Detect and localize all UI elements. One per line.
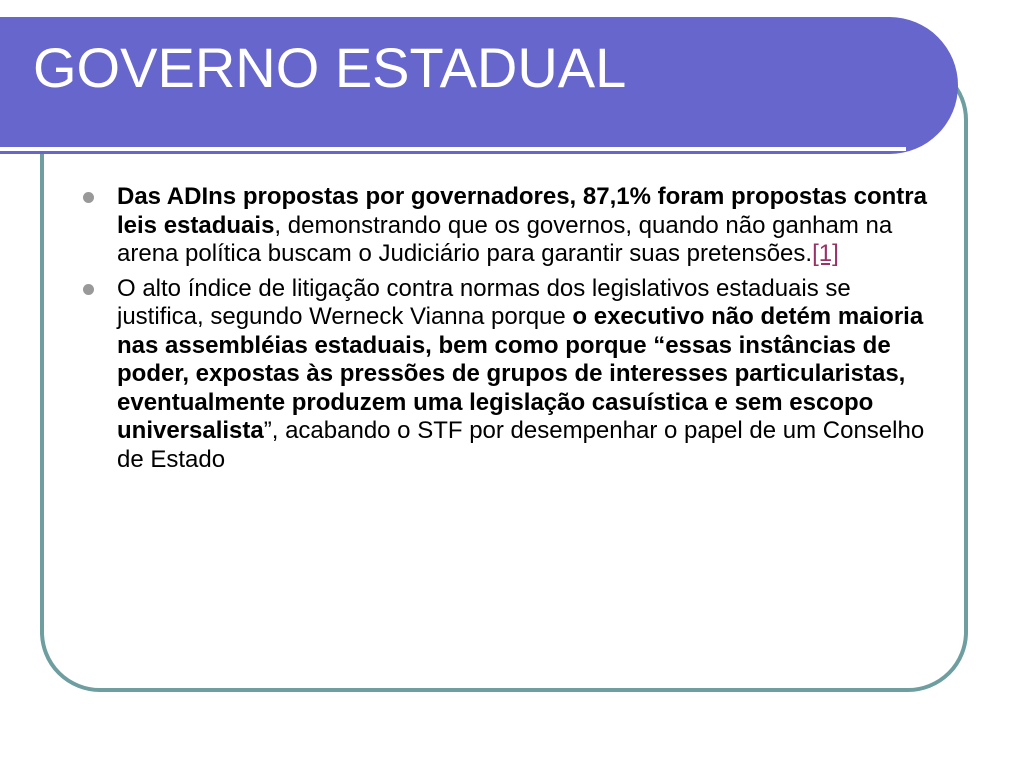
bullet-item-1: [117, 183, 929, 269]
bullet-list: [117, 183, 929, 480]
bullet-2-bold-text: o executivo não detém maioria nas assembléias estaduais, bem como porque “essas instâncias de poder, expostas às pressões de grupos de interesses particularistas, eventualmente produzem uma legislação casuística e sem escopo universalista: [117, 303, 924, 444]
footnote-link[interactable]: [1]: [812, 240, 839, 267]
bullet-item-2: [117, 275, 929, 475]
bullet-2-text-before: O alto índice de litigação contra normas dos legislativos estaduais se justifica, segundo Werneck Vianna porque: [117, 274, 851, 330]
title-underline: [0, 147, 906, 151]
slide-title: GOVERNO ESTADUAL: [33, 36, 627, 99]
bullet-dot-icon: [83, 284, 94, 295]
bullet-1-text: , demonstrando que os governos, quando não ganham na arena política buscam o Judiciário para garantir suas pretensões.: [117, 211, 893, 267]
bullet-1-bold-text: Das ADIns propostas por governadores, 87,1% foram propostas contra leis estaduais: [117, 183, 927, 239]
bullet-dot-icon: [83, 192, 94, 203]
bullet-2-text-after: ”, acabando o STF por desempenhar o papel de um Conselho de Estado: [117, 417, 925, 473]
